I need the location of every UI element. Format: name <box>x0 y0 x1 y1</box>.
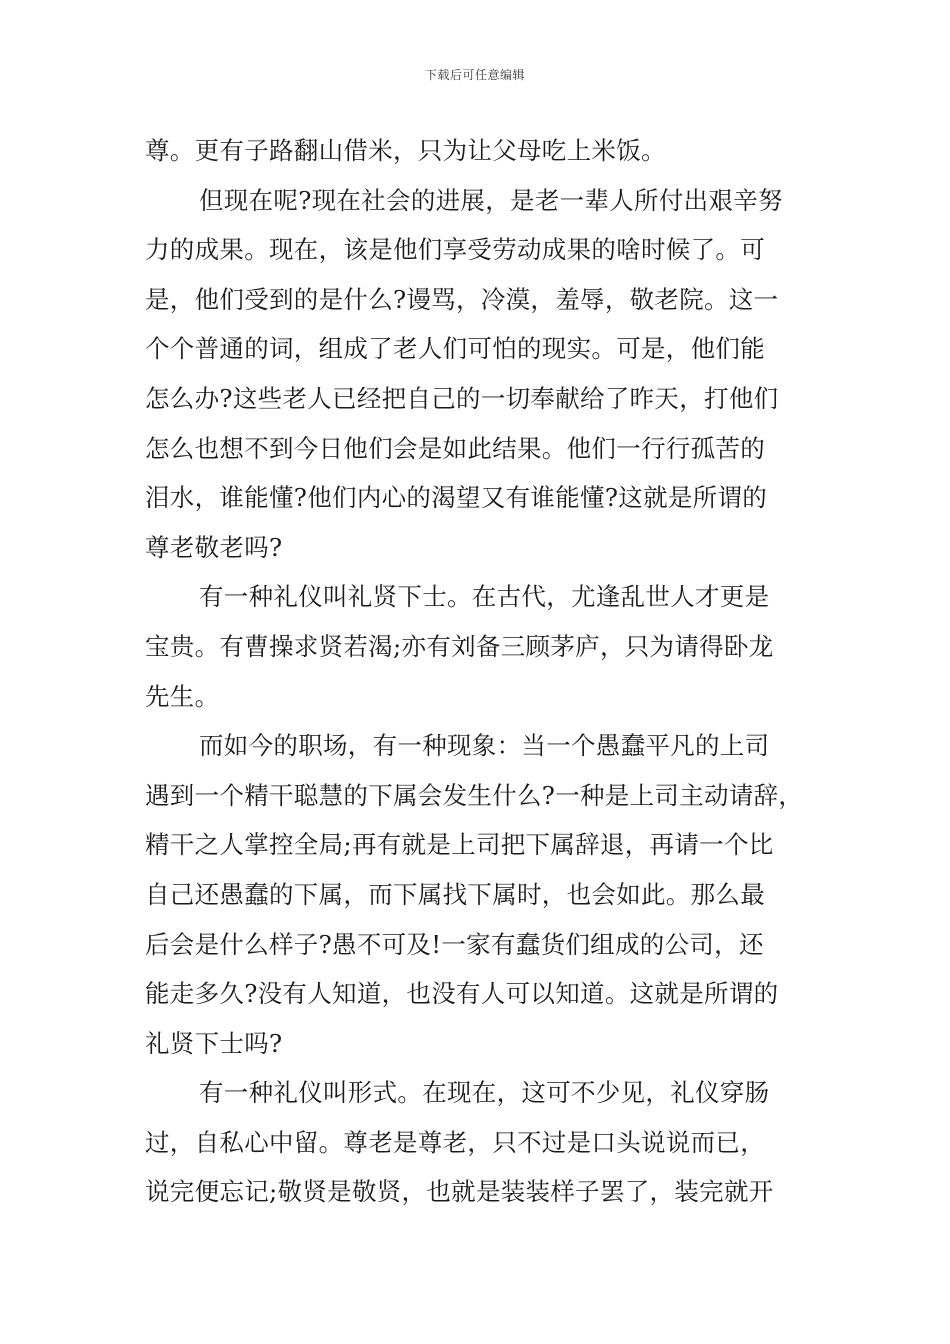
text-line: 但现在呢?现在社会的进展，是老一辈人所付出艰辛努 <box>199 185 783 215</box>
paragraph <box>145 1068 813 1217</box>
paragraph <box>145 572 813 721</box>
text-line: 过，自私心中留。尊老是尊老，只不过是口头说说而已， <box>145 1127 765 1157</box>
text-line: 尊老敬老吗? <box>145 532 283 562</box>
paragraph <box>145 721 813 1068</box>
text-line: 后会是什么样子?愚不可及!一家有蠢货们组成的公司，还 <box>145 929 764 959</box>
text-line: 怎么办?这些老人已经把自己的一切奉献给了昨天，打他们 <box>145 383 779 413</box>
text-line: 精干之人掌控全局;再有就是上司把下属辞退，再请一个比 <box>145 830 774 860</box>
paragraph <box>145 176 813 573</box>
text-line: 泪水，谁能懂?他们内心的渴望又有谁能懂?这就是所谓的 <box>145 483 768 513</box>
paragraph <box>145 126 813 176</box>
page-header: 下载后可任意编辑 <box>424 68 525 82</box>
document-body <box>145 126 813 1217</box>
text-line: 是，他们受到的是什么?谩骂，冷漠，羞辱，敬老院。这一 <box>145 284 779 314</box>
text-line: 力的成果。现在，该是他们享受劳动成果的啥时候了。可 <box>145 235 765 265</box>
text-line: 遇到一个精干聪慧的下属会发生什么?一种是上司主动请辞， <box>145 780 804 810</box>
text-line: 宝贵。有曹操求贤若渴;亦有刘备三顾茅庐，只为请得卧龙 <box>145 631 774 661</box>
text-line: 有一种礼仪叫形式。在现在，这可不少见，礼仪穿肠 <box>199 1078 770 1108</box>
text-line: 说完便忘记;敬贤是敬贤，也就是装装样子罢了，装完就开 <box>145 1177 774 1207</box>
text-line: 能走多久?没有人知道，也没有人可以知道。这就是所谓的 <box>145 979 779 1009</box>
text-line: 自己还愚蠢的下属，而下属找下属时，也会如此。那么最 <box>145 879 765 909</box>
text-line: 个个普通的词，组成了老人们可怕的现实。可是，他们能 <box>145 334 765 364</box>
text-line: 先生。 <box>145 681 220 711</box>
text-line: 有一种礼仪叫礼贤下士。在古代，尤逢乱世人才更是 <box>199 582 770 612</box>
text-line: 怎么也想不到今日他们会是如此结果。他们一行行孤苦的 <box>145 433 765 463</box>
text-line: 尊。更有子路翻山借米，只为让父母吃上米饭。 <box>145 136 666 165</box>
text-line: 礼贤下士吗? <box>145 1028 283 1058</box>
text-line: 而如今的职场，有一种现象：当一个愚蠢平凡的上司 <box>199 731 770 761</box>
